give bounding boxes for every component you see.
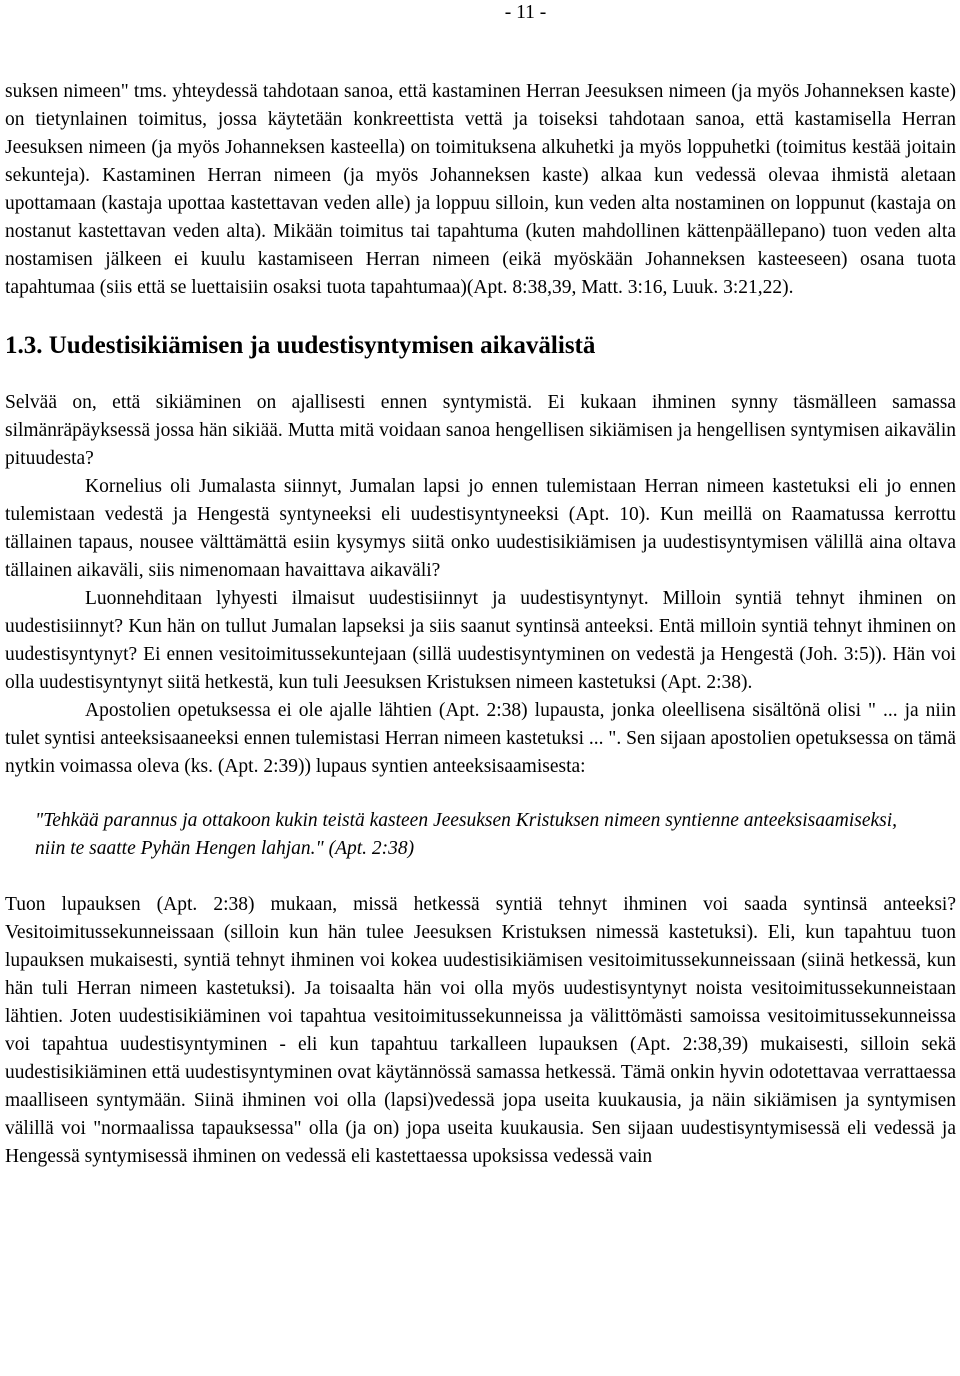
paragraph-2: Selvää on, että sikiäminen on ajallisesti ennen syntymistä. Ei kukaan ihminen synny täsmälleen samassa silmänräpäyksessä jossa hän sikiää. Mutta mitä voidaan sanoa hengellisen sikiämisen ja hengellisen syntymisen aikavälin pituudesta? (5, 392, 956, 469)
bible-quote: "Tehkää parannus ja ottakoon kukin teistä kasteen Jeesuksen Kristuksen nimeen syntienne anteeksisaamiseksi, niin te saatte Pyhän Hengen lahjan." (Apt. 2:38) (35, 810, 898, 859)
paragraph-1: suksen nimeen" tms. yhteydessä tahdotaan sanoa, että kastaminen Herran Jeesuksen nimeen (ja myös Johanneksen kaste) on tietynlainen toimitus, jossa käytetään konkreettista vettä ja toiseksi tahdotaan sanoa, että kastamisella Herran Jeesuksen nimeen (ja myös Johanneksen kasteella) on toimituksena alkuhetki ja myös loppuhetki (toimitus kestää joitain sekunteja). Kastaminen Herran nimeen (ja myös Johanneksen kaste) alkaa kun vedessä olevaa ihmistä aletaan upottamaan (kastaja upottaa kastettavan veden alle) ja loppuu silloin, kun veden alta nostaminen on loppunut (kastaja on nostanut kastettavan veden alta). Mikään toimitus tai tapahtuma (kuten mahdollinen kättenpäällepano) tuon veden alta nostamisen jälkeen ei kuulu kastamiseen Herran nimeen (eikä myöskään Johanneksen kasteeseen) osana tuota tapahtumaa (siis että se luettaisiin osaksi tuota tapahtumaa)(Apt. 8:38,39, Matt. 3:16, Luuk. 3:21,22). (5, 81, 956, 298)
document-page (5, 0, 956, 1171)
paragraph-5: Apostolien opetuksessa ei ole ajalle lähtien (Apt. 2:38) lupausta, jonka oleellisena sisältönä olisi " ... ja niin tulet syntisi anteeksisaaneeksi ennen tulemistasi Herran nimeen kastetuksi ... ". Sen sijaan apostolien opetuksessa on tämä nytkin voimassa oleva (ks. (Apt. 2:39)) lupaus syntien anteeksisaamisesta: (5, 700, 956, 777)
section-heading: 1.3. Uudestisikiämisen ja uudestisyntymisen aikavälistä (5, 332, 596, 359)
paragraph-3: Kornelius oli Jumalasta siinnyt, Jumalan lapsi jo ennen tulemistaan Herran nimeen kastetuksi eli jo ennen tulemistaan vedestä ja Hengestä syntyneeksi eli uudestisyntyneeksi (Apt. 10). Kun meillä on Raamatussa kerrottu tällainen tapaus, nousee välttämättä esiin kysymys siitä onko uudestisikiämisen ja uudestisyntymisen välillä aina oltava tällainen aikaväli, siis nimenomaan havaittava aikaväli? (5, 476, 956, 581)
paragraph-4: Luonnehditaan lyhyesti ilmaisut uudestisiinnyt ja uudestisyntynyt. Milloin syntiä tehnyt ihminen on uudestisiinnyt? Kun hän on tullut Jumalan lapseksi ja siis saanut syntinsä anteeksi. Entä milloin syntiä tehnyt ihminen on uudestisyntynyt? Ei ennen vesitoimitussekuntejaan (sillä uudestisyntyminen on vedestä ja Hengestä (Joh. 3:5)). Hän voi olla uudestisyntynyt siitä hetkestä, kun tuli Jeesuksen Kristuksen nimeen kastetuksi (Apt. 2:38). (5, 588, 956, 693)
page-number: - 11 - (504, 2, 547, 23)
paragraph-6: Tuon lupauksen (Apt. 2:38) mukaan, missä hetkessä syntiä tehnyt ihminen voi saada syntinsä anteeksi? Vesitoimitussekunneissaan (silloin kun hän tulee Jeesuksen Kristuksen nimessä kastetuksi). Eli, kun tapahtuu tuon lupauksen mukaisesti, syntiä tehnyt ihminen voi kokea uudestisikiämisen vesitoimitussekunneissaan (siinä hetkessä, kun hän tuli Herran nimeen kastetuksi). Ja toisaalta hän voi olla myös uudestisyntynyt noista vesitoimitussekunneistaan lähtien. Joten uudestisikiäminen voi tapahtua vesitoimitussekunneissa ja välittömästi samoissa vesitoimitussekunneissa voi tapahtua uudestisyntyminen - eli kun tapahtuu tarkalleen lupauksen (Apt. 2:38,39) mukaisesti, silloin sekä uudestisikiäminen että uudestisyntyminen ovat käytännössä samassa hetkessä. Tämä onkin hyvin odotettavaa verrattaessa maalliseen syntymään. Siinä ihminen voi olla (lapsi)vedessä jopa useita kuukausia, ja näin sikiämisen ja syntymisen välillä voi "normaalissa tapauksessa" olla (ja on) jopa useita kuukausia. Sen sijaan uudestisyntymisessä eli vedessä ja Hengessä syntymisessä ihminen on vedessä eli kastettaessa upoksissa vedessä vain (5, 894, 956, 1167)
